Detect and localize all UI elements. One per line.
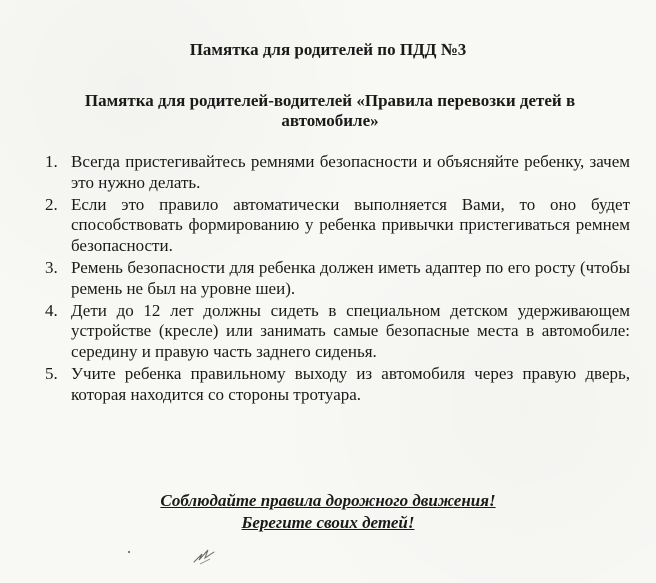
rule-number: 3. xyxy=(45,257,58,277)
rule-text: Учите ребенка правильному выходу из автомобиля через правую дверь, которая находится со стороны тротуара. xyxy=(71,363,630,404)
document-subtitle: Памятка для родителей-водителей «Правила перевозки детей в автомобиле» xyxy=(84,91,576,130)
rules-list xyxy=(40,152,630,407)
rule-item-3 xyxy=(40,258,630,300)
document-title: Памятка для родителей по ПДД №3 xyxy=(189,40,467,59)
scan-dot-icon xyxy=(128,551,130,553)
rule-text: Если это правило автоматически выполняется Вами, то оно будет способствовать формированию у ребенка привычки пристегиваться ремнем безопасности. xyxy=(71,194,630,256)
rule-text: Ремень безопасности для ребенка должен иметь адаптер по его росту (чтобы ремень не был на уровне шеи). xyxy=(71,257,630,298)
closing-line-1: Соблюдайте правила дорожного движения! xyxy=(160,491,496,510)
rule-item-1 xyxy=(40,152,630,194)
rule-item-5 xyxy=(40,364,630,406)
closing-slogan xyxy=(0,490,656,534)
rule-text: Дети до 12 лет должны сидеть в специальном детском удерживающем устройстве (кресле) или занимать самые безопасные места в автомобиле: середину и правую часть заднего сиденья. xyxy=(71,300,630,362)
scan-mark-icon xyxy=(190,540,240,568)
rule-item-2 xyxy=(40,195,630,257)
closing-line-2: Берегите своих детей! xyxy=(241,513,415,532)
rule-text: Всегда пристегивайтесь ремнями безопасности и объясняйте ребенку, зачем это нужно делать. xyxy=(71,152,630,192)
rule-number: 5. xyxy=(45,363,58,383)
rule-item-4 xyxy=(40,301,630,363)
rule-number: 4. xyxy=(45,300,58,320)
rule-number: 2. xyxy=(45,194,58,214)
rule-number: 1. xyxy=(45,152,58,171)
